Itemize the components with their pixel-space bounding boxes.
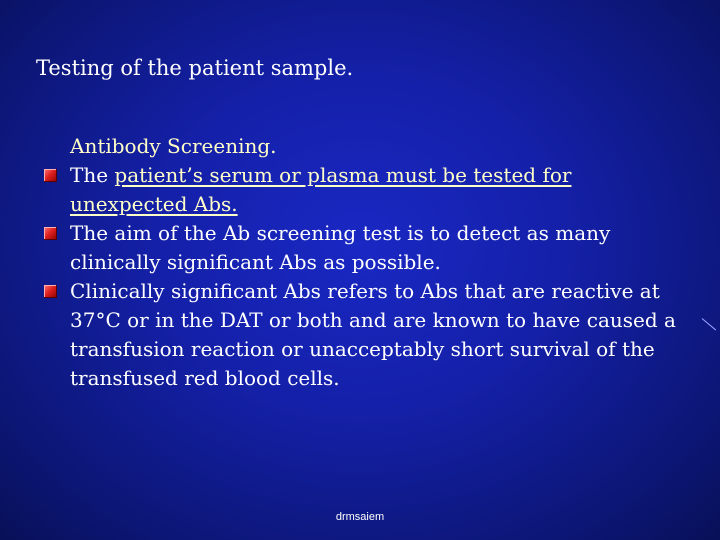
bullet-text-highlight: patient’s serum or plasma must be tested for unexpected Abs.	[70, 163, 572, 216]
bullet-item	[44, 161, 694, 219]
slide-content	[44, 132, 694, 393]
red-square-bullet-icon	[44, 169, 57, 182]
bullet-item	[44, 277, 694, 393]
red-square-bullet-icon	[44, 285, 57, 298]
slide-title: Testing of the patient sample.	[36, 56, 354, 80]
intro-line: Antibody Screening.	[70, 134, 277, 158]
decorative-line	[702, 318, 716, 330]
bullet-text: The aim of the Ab screening test is to detect as many clinically significant Abs as possible.	[70, 221, 611, 274]
footer-text: drmsaiem	[335, 511, 385, 523]
red-square-bullet-icon	[44, 227, 57, 240]
bullet-item	[44, 219, 694, 277]
bullet-text-lead: The	[70, 163, 115, 187]
bullet-list	[44, 161, 694, 393]
bullet-text: Clinically significant Abs refers to Abs that are reactive at 37°C or in the DAT or both and are known to have caused a transfusion reaction or unacceptably short survival of the transfused red blood cells.	[70, 279, 676, 390]
